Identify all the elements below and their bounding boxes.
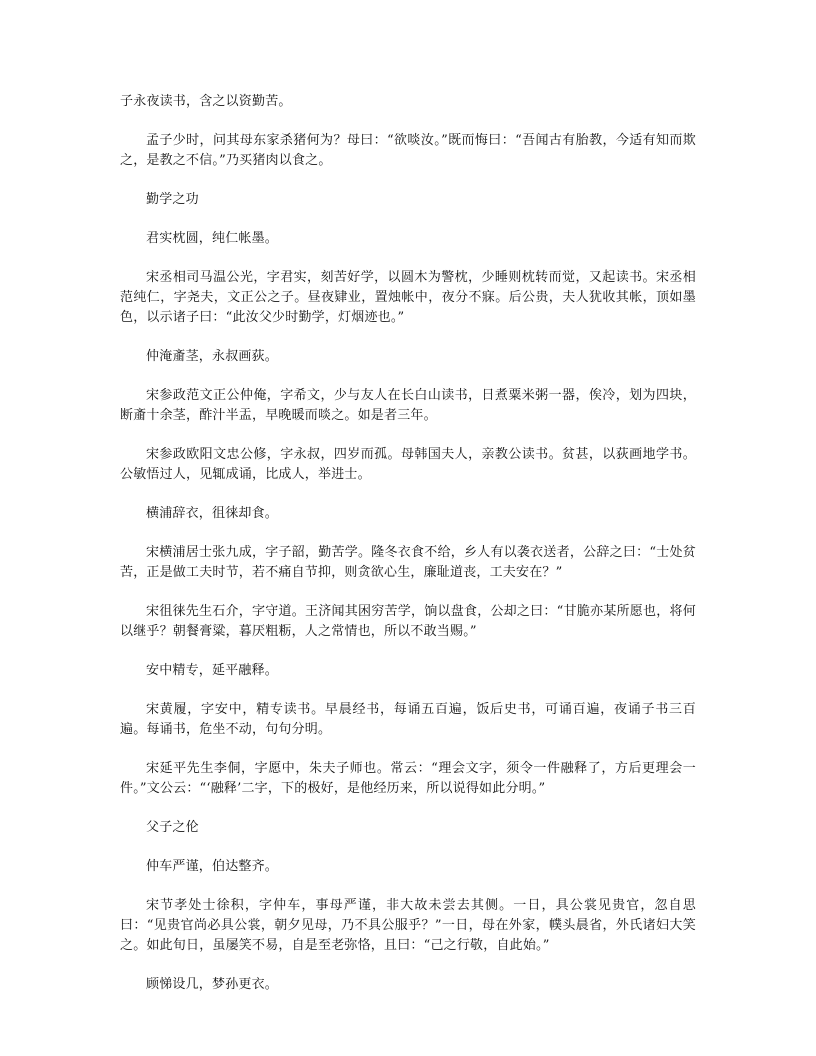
topic-heading: 安中精专，延平融释。 — [146, 663, 279, 678]
paragraph: 宋黄履，字安中，精专读书。早晨经书，每诵五百遍，饭后史书，可诵百遍，夜诵子书三百遍。每诵书，危坐不动，句句分明。 — [120, 702, 696, 737]
paragraph: 宋徂徕先生石介，字守道。王济闻其困穷苦学，饷以盘食，公却之曰：“甘脆亦某所愿也，将何以继乎？朝餐膏粱，暮厌粗粝，人之常情也，所以不敢当赐。” — [120, 604, 696, 639]
paragraph: 孟子少时，问其母东家杀猪何为？母曰：“欲啖汝。”既而悔曰：“吾闻古有胎教，今适有知而欺之，是教之不信。”乃买猪肉以食之。 — [120, 133, 696, 168]
paragraph: 宋延平先生李侗，字愿中，朱夫子师也。常云：“理会文字，须令一件融释了，方后更理会一件。”文公云：“‘融释’二字，下的极好，是他经历来，所以说得如此分明。” — [120, 761, 696, 796]
topic-heading: 仲淹齑茎，永叔画荻。 — [146, 349, 279, 364]
paragraph: 宋参政欧阳文忠公修，字永叔，四岁而孤。母韩国夫人，亲教公读书。贫甚，以荻画地学书。公敏悟过人，见辄成诵，比成人，举进士。 — [120, 447, 696, 482]
paragraph: 宋丞相司马温公光，字君实，刻苦好学，以圆木为警枕，少睡则枕转而觉，又起读书。宋丞相范纯仁，字尧夫，文正公之子。昼夜肄业，置烛帐中，夜分不寐。后公贵，夫人犹收其帐，顶如墨色，以示诸子曰：“此汝父少时勤学，灯烟迹也。” — [120, 270, 696, 325]
paragraph: 宋横浦居士张九成，字子韶，勤苦学。隆冬衣食不给，乡人有以袭衣送者，公辞之曰：“士处贫苦，正是做工夫时节，若不痛自节抑，则贪欲心生，廉耻道丧，工夫安在？” — [120, 545, 696, 580]
topic-heading: 仲车严谨，伯达整齐。 — [146, 859, 279, 874]
topic-heading: 君实枕圆，纯仁帐墨。 — [146, 231, 279, 246]
topic-heading: 横浦辞衣，徂徕却食。 — [146, 506, 279, 521]
section-heading: 勤学之功 — [146, 192, 199, 207]
topic-heading: 顾悌设几，梦孙更衣。 — [146, 977, 279, 992]
document-body — [120, 92, 696, 1014]
paragraph: 宋节孝处士徐积，字仲车，事母严谨，非大故未尝去其侧。一日，具公裳见贵官，忽自思曰：“见贵官尚必具公裳，朝夕见母，乃不具公服乎？”一日，母在外家，幞头晨省，外氏诸妇大笑之。如此旬日，虽屡笑不易，自是至老弥恪，且曰：“己之行敬，自此始。” — [120, 898, 696, 953]
section-heading: 父子之伦 — [146, 820, 199, 835]
paragraph-continuation: 子永夜读书，含之以资勤苦。 — [120, 94, 292, 109]
paragraph: 宋参政范文正公仲俺，字希文，少与友人在长白山读书，日煮粟米粥一器，俟冷，划为四块，断齑十余茎，酢汁半盂，早晚暖而啖之。如是者三年。 — [120, 388, 696, 423]
